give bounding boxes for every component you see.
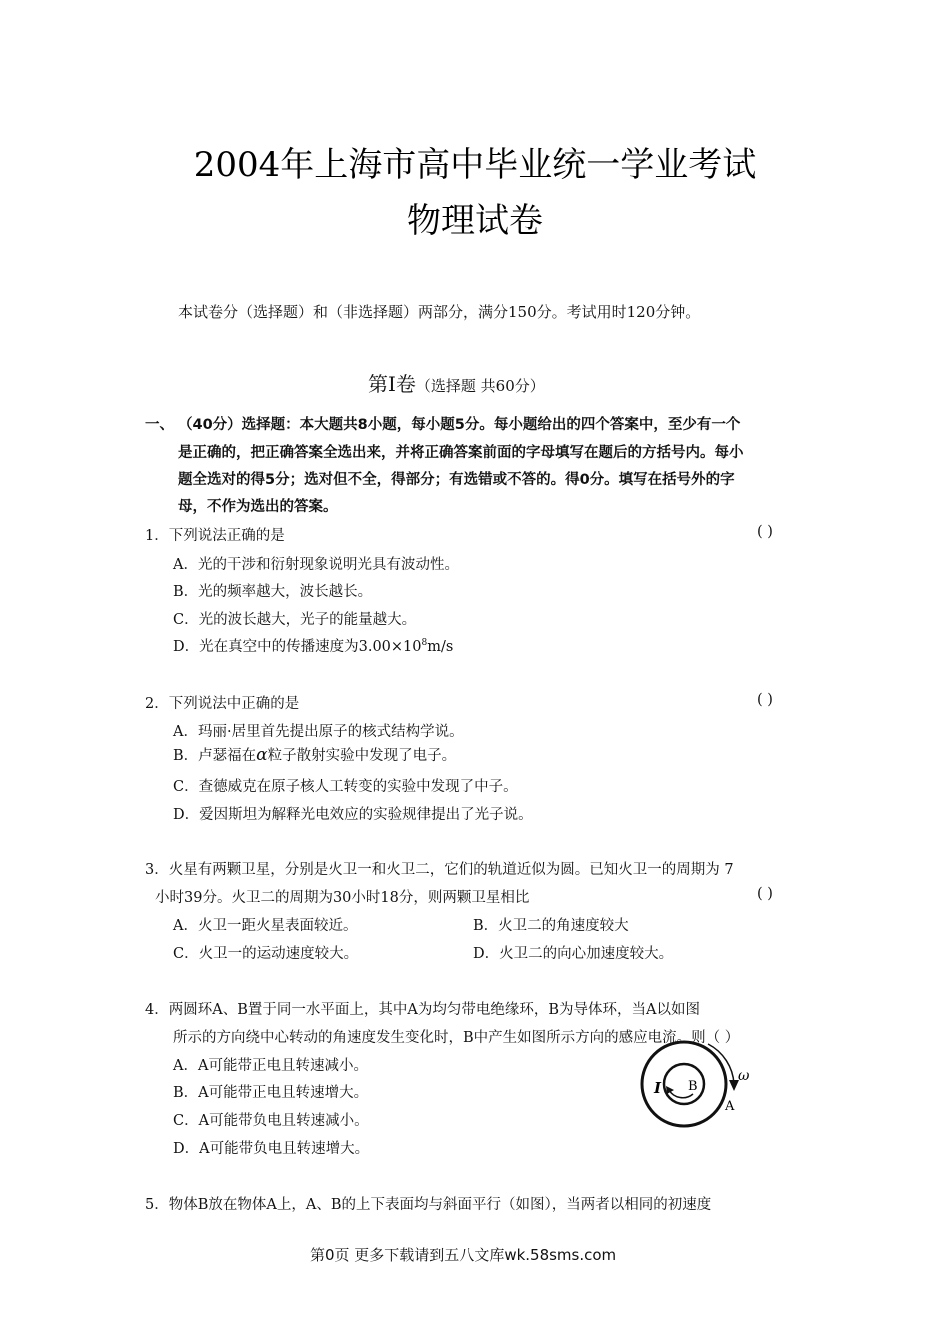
q2-answer-paren: ( ) [757, 692, 773, 708]
q1-option-b: B．光的频率越大，波长越长。 [173, 584, 373, 600]
section-subtitle: （选择题 共60分） [415, 377, 545, 395]
instructions-line-3: 题全选对的得5分；选对但不全，得部分；有选错或不答的。得0分。填写在括号外的字 [178, 472, 735, 488]
title-line-2: 物理试卷 [407, 201, 543, 241]
q4-option-d: D．A可能带负电且转速增大。 [173, 1141, 370, 1157]
q1-stem: 1．下列说法正确的是 [145, 528, 285, 544]
q3-stem-line-2: 小时39分。火卫二的周期为30小时18分，则两颗卫星相比 [155, 890, 530, 906]
section-title: 第Ⅰ卷 [368, 372, 416, 396]
q3-option-b: B．火卫二的角速度较大 [473, 918, 629, 934]
q3-answer-paren: ( ) [757, 886, 773, 902]
ring-b-label: B [688, 1079, 698, 1094]
q1-option-a: A．光的干涉和衍射现象说明光具有波动性。 [173, 557, 459, 573]
q1-option-c: C．光的波长越大，光子的能量越大。 [173, 612, 417, 628]
q3-option-a: A．火卫一距火星表面较近。 [173, 918, 358, 934]
page-footer: 第0页 更多下载请到五八文库wk.58sms.com [310, 1246, 617, 1264]
q2-option-b-post: 粒子散射实验中发现了电子。 [267, 748, 457, 764]
q1-option-d [173, 635, 453, 656]
q5-stem-line-1: 5．物体B放在物体A上，A、B的上下表面均与斜面平行（如图），当两者以相同的初速度 [145, 1197, 712, 1213]
instructions-line-4: 母，不作为选出的答案。 [178, 499, 338, 515]
q2-stem: 2．下列说法中正确的是 [145, 696, 300, 712]
q4-option-c: C．A可能带负电且转速减小。 [173, 1113, 369, 1129]
q2-option-a: A．玛丽·居里首先提出原子的核式结构学说。 [173, 724, 464, 740]
instructions-line-2: 是正确的，把正确答案全选出来，并将正确答案前面的字母填写在题后的方括号内。每小 [178, 445, 744, 461]
q1-option-d-pre: D．光在真空中的传播速度为3.00×10 [173, 639, 422, 655]
omega-label: ω [738, 1068, 750, 1084]
q2-option-b [173, 744, 456, 765]
q2-option-c: C．查德威克在原子核人工转变的实验中发现了中子。 [173, 779, 518, 795]
q1-option-d-unit: m/s [427, 639, 454, 655]
q4-option-a: A．A可能带正电且转速减小。 [173, 1058, 368, 1074]
current-arrowhead [666, 1086, 674, 1094]
intro-text: 本试卷分（选择题）和（非选择题）两部分，满分150分。考试用时120分钟。 [178, 303, 701, 321]
q2-option-b-pre: B．卢瑟福在 [173, 748, 257, 764]
q1-option-d-exp: 8 [421, 638, 428, 649]
q3-option-c: C．火卫一的运动速度较大。 [173, 946, 359, 962]
q3-option-d: D．火卫二的向心加速度较大。 [473, 946, 674, 962]
q1-answer-paren: ( ) [757, 524, 773, 540]
q4-ring-figure [630, 1034, 780, 1134]
q2-option-d: D．爱因斯坦为解释光电效应的实验规律提出了光子说。 [173, 807, 533, 823]
q3-stem-line-1: 3．火星有两颗卫星，分别是火卫一和火卫二，它们的轨道近似为圆。已知火卫一的周期为 7 [145, 862, 734, 878]
section-heading [368, 368, 545, 397]
q4-stem-line-1: 4．两圆环A、B置于同一水平面上，其中A为均匀带电绝缘环，B为导体环，当A以如图 [145, 1002, 700, 1018]
ring-a-label: A [725, 1099, 735, 1114]
instructions-prefix: 一、 [145, 417, 174, 433]
q4-option-b: B．A可能带正电且转速增大。 [173, 1085, 369, 1101]
instructions-line-1: （40分）选择题：本大题共8小题，每小题5分。每小题给出的四个答案中，至少有一个 [178, 417, 741, 433]
title-line-1: 2004年上海市高中毕业统一学业考试 [193, 145, 757, 185]
alpha-symbol: α [256, 745, 268, 765]
current-label: I [654, 1079, 662, 1097]
q4-stem-line-2: 所示的方向绕中心转动的角速度发生变化时，B中产生如图所示方向的感应电流。则（ ） [173, 1030, 740, 1046]
